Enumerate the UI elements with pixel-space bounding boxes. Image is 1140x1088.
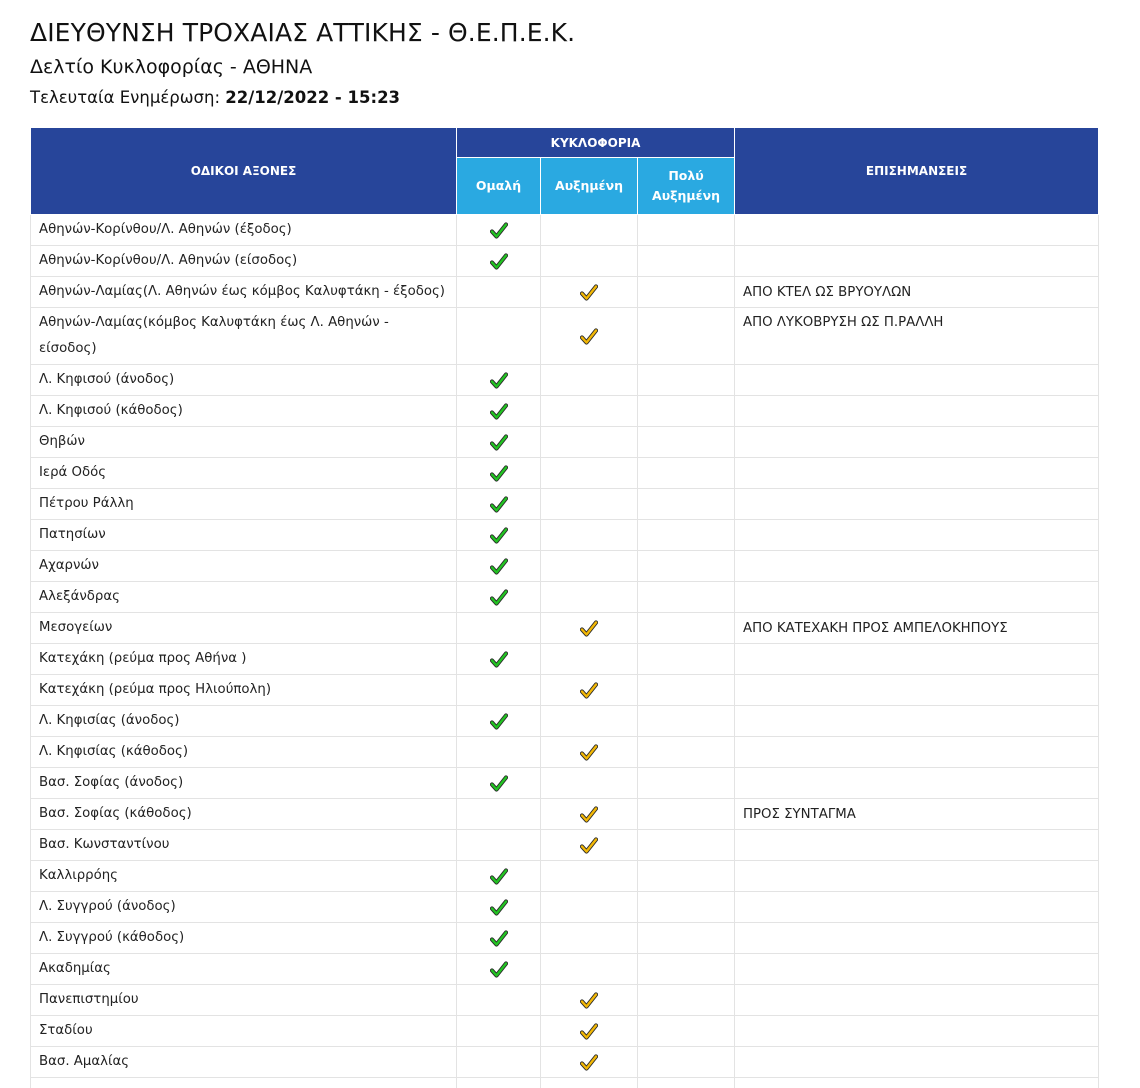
table-row xyxy=(31,706,1099,737)
cell-very-increased xyxy=(638,768,735,799)
col-header-notes: ΕΠΙΣΗΜΑΝΣΕΙΣ xyxy=(735,128,1099,215)
cell-normal xyxy=(457,706,541,737)
road-note xyxy=(735,551,1099,582)
table-row xyxy=(31,892,1099,923)
road-note xyxy=(735,892,1099,923)
road-note: ΑΠΟ ΚΑΤΕΧΑΚΗ ΠΡΟΣ ΑΜΠΕΛΟΚΗΠΟΥΣ xyxy=(735,613,1099,644)
cell-normal xyxy=(457,1047,541,1078)
cell-increased xyxy=(541,613,638,644)
traffic-table xyxy=(30,127,1099,1088)
road-name: Αθηνών-Λαμίας(κόμβος Καλυφτάκη έως Λ. Αθηνών - είσοδος) xyxy=(31,308,457,365)
green-check-icon xyxy=(490,222,508,239)
cell-normal xyxy=(457,365,541,396)
road-note xyxy=(735,246,1099,277)
road-name: Λ. Κηφισού (κάθοδος) xyxy=(31,396,457,427)
cell-normal xyxy=(457,520,541,551)
yellow-check-icon xyxy=(580,1054,598,1071)
cell-increased xyxy=(541,215,638,246)
cell-very-increased xyxy=(638,706,735,737)
road-name: Θηβών xyxy=(31,427,457,458)
road-name: Αθηνών-Κορίνθου/Λ. Αθηνών (είσοδος) xyxy=(31,246,457,277)
table-row xyxy=(31,551,1099,582)
cell-normal xyxy=(457,551,541,582)
cell-normal xyxy=(457,923,541,954)
col-header-very-line1: Πολύ xyxy=(668,168,704,183)
road-note xyxy=(735,985,1099,1016)
cell-increased xyxy=(541,985,638,1016)
yellow-check-icon xyxy=(580,1023,598,1040)
cell-normal xyxy=(457,644,541,675)
cell-very-increased xyxy=(638,799,735,830)
cell-normal xyxy=(457,215,541,246)
last-updated-value: 22/12/2022 - 15:23 xyxy=(225,88,401,107)
cell-increased xyxy=(541,675,638,706)
cell-increased xyxy=(541,582,638,613)
col-header-very-line2: Αυξημένη xyxy=(652,188,720,203)
cell-very-increased xyxy=(638,1047,735,1078)
cell-very-increased xyxy=(638,861,735,892)
road-name: Βασ. Κωνσταντίνου xyxy=(31,830,457,861)
cell-increased xyxy=(541,308,638,365)
green-check-icon xyxy=(490,930,508,947)
cell-increased xyxy=(541,1016,638,1047)
road-note xyxy=(735,582,1099,613)
cell-increased xyxy=(541,861,638,892)
cell-increased xyxy=(541,1047,638,1078)
table-row xyxy=(31,396,1099,427)
road-name: Λ. Συγγρού (άνοδος) xyxy=(31,892,457,923)
cell-very-increased xyxy=(638,582,735,613)
table-row xyxy=(31,215,1099,246)
table-body xyxy=(31,215,1099,1088)
cell-increased xyxy=(541,246,638,277)
road-name: Αθηνών-Κορίνθου/Λ. Αθηνών (έξοδος) xyxy=(31,215,457,246)
cell-normal xyxy=(457,861,541,892)
table-row xyxy=(31,246,1099,277)
cell-very-increased xyxy=(638,737,735,768)
cell-very-increased xyxy=(638,246,735,277)
cell-normal xyxy=(457,830,541,861)
road-note xyxy=(735,427,1099,458)
last-updated xyxy=(30,88,400,107)
road-name: Λ. Συγγρού (κάθοδος) xyxy=(31,923,457,954)
cell-very-increased xyxy=(638,923,735,954)
cell-normal xyxy=(457,954,541,985)
green-check-icon xyxy=(490,527,508,544)
cell-increased xyxy=(541,365,638,396)
road-note xyxy=(735,675,1099,706)
cell-very-increased xyxy=(638,215,735,246)
cell-normal xyxy=(457,489,541,520)
road-note xyxy=(735,954,1099,985)
road-name: Βασ. Σοφίας (κάθοδος) xyxy=(31,799,457,830)
road-note: ΑΠΟ ΛΥΚΟΒΡΥΣΗ ΩΣ Π.ΡΑΛΛΗ xyxy=(735,308,1099,365)
road-note xyxy=(735,520,1099,551)
road-name: Καλλιρρόης xyxy=(31,861,457,892)
cell-normal xyxy=(457,892,541,923)
cell-very-increased xyxy=(638,489,735,520)
yellow-check-icon xyxy=(580,682,598,699)
road-name: Πανεπιστημίου xyxy=(31,985,457,1016)
cell-normal xyxy=(457,985,541,1016)
table-row xyxy=(31,365,1099,396)
road-name: Βασ. Αμαλίας xyxy=(31,1047,457,1078)
table-row xyxy=(31,768,1099,799)
road-name: Αχαρνών xyxy=(31,551,457,582)
cell-normal xyxy=(457,308,541,365)
cell-increased xyxy=(541,644,638,675)
road-name: Βασ. Σοφίας (άνοδος) xyxy=(31,768,457,799)
cell-increased xyxy=(541,737,638,768)
green-check-icon xyxy=(490,961,508,978)
cell-very-increased xyxy=(638,551,735,582)
yellow-check-icon xyxy=(580,284,598,301)
cell-increased xyxy=(541,520,638,551)
cell-normal xyxy=(457,613,541,644)
cell-increased xyxy=(541,923,638,954)
cell-normal xyxy=(457,768,541,799)
cell-very-increased xyxy=(638,396,735,427)
cell-increased xyxy=(541,458,638,489)
table-row xyxy=(31,427,1099,458)
road-name: Κατεχάκη (ρεύμα προς Ηλιούπολη) xyxy=(31,675,457,706)
table-row xyxy=(31,644,1099,675)
table-row xyxy=(31,458,1099,489)
cell-increased xyxy=(541,830,638,861)
cell-normal xyxy=(457,277,541,308)
road-name: Αθηνών-Λαμίας(Λ. Αθηνών έως κόμβος Καλυφτάκη - έξοδος) xyxy=(31,277,457,308)
cell-very-increased xyxy=(638,644,735,675)
table-row xyxy=(31,985,1099,1016)
cell-very-increased xyxy=(638,308,735,365)
table-row xyxy=(31,1047,1099,1078)
cell-normal xyxy=(457,458,541,489)
cell-increased xyxy=(541,768,638,799)
cell-increased xyxy=(541,799,638,830)
table-row xyxy=(31,799,1099,830)
road-note xyxy=(735,215,1099,246)
cell-very-increased xyxy=(638,892,735,923)
yellow-check-icon xyxy=(580,328,598,345)
cell-normal xyxy=(457,246,541,277)
table-row xyxy=(31,830,1099,861)
page-subtitle: Δελτίο Κυκλοφορίας - ΑΘΗΝΑ xyxy=(30,56,313,78)
col-header-very-increased xyxy=(638,158,735,215)
road-name: Κατεχάκη (ρεύμα προς Αθήνα ) xyxy=(31,644,457,675)
cell-normal xyxy=(457,427,541,458)
green-check-icon xyxy=(490,465,508,482)
road-note xyxy=(735,768,1099,799)
col-header-traffic: ΚΥΚΛΟΦΟΡΙΑ xyxy=(457,128,735,158)
cell-very-increased xyxy=(638,458,735,489)
road-note xyxy=(735,396,1099,427)
cell-very-increased xyxy=(638,277,735,308)
road-note xyxy=(735,489,1099,520)
table-row xyxy=(31,277,1099,308)
cell-increased xyxy=(541,892,638,923)
col-header-roads: ΟΔΙΚΟΙ ΑΞΟΝΕΣ xyxy=(31,128,457,215)
road-note xyxy=(735,861,1099,892)
table-row xyxy=(31,489,1099,520)
road-name: Ιερά Οδός xyxy=(31,458,457,489)
cell-very-increased xyxy=(638,985,735,1016)
cell-normal xyxy=(457,675,541,706)
road-note xyxy=(735,1016,1099,1047)
table-row xyxy=(31,861,1099,892)
cell-normal xyxy=(457,799,541,830)
yellow-check-icon xyxy=(580,837,598,854)
cell-normal xyxy=(457,737,541,768)
cell-increased xyxy=(541,396,638,427)
road-name: Σταδίου xyxy=(31,1016,457,1047)
table-row xyxy=(31,675,1099,706)
cell-normal xyxy=(457,1016,541,1047)
green-check-icon xyxy=(490,899,508,916)
green-check-icon xyxy=(490,558,508,575)
road-name: Λ. Κηφισού (άνοδος) xyxy=(31,365,457,396)
road-note xyxy=(735,1047,1099,1078)
cell-very-increased xyxy=(638,520,735,551)
cell-very-increased xyxy=(638,830,735,861)
cell-increased xyxy=(541,277,638,308)
road-note: ΠΡΟΣ ΣΥΝΤΑΓΜΑ xyxy=(735,799,1099,830)
road-note: ΑΠΟ ΚΤΕΛ ΩΣ ΒΡΥΟΥΛΩΝ xyxy=(735,277,1099,308)
cell-normal xyxy=(457,582,541,613)
cell-increased xyxy=(541,427,638,458)
table-row-partial xyxy=(31,1078,1099,1088)
road-note xyxy=(735,923,1099,954)
table-row xyxy=(31,954,1099,985)
cell-increased xyxy=(541,954,638,985)
table-row xyxy=(31,923,1099,954)
cell-very-increased xyxy=(638,427,735,458)
table-row xyxy=(31,520,1099,551)
yellow-check-icon xyxy=(580,992,598,1009)
yellow-check-icon xyxy=(580,806,598,823)
last-updated-label: Τελευταία Ενημέρωση: xyxy=(30,88,221,107)
cell-very-increased xyxy=(638,1016,735,1047)
cell-very-increased xyxy=(638,613,735,644)
table-row xyxy=(31,613,1099,644)
green-check-icon xyxy=(490,253,508,270)
green-check-icon xyxy=(490,434,508,451)
green-check-icon xyxy=(490,403,508,420)
green-check-icon xyxy=(490,496,508,513)
road-note xyxy=(735,365,1099,396)
road-note xyxy=(735,644,1099,675)
cell-increased xyxy=(541,489,638,520)
road-name: Λ. Κηφισίας (κάθοδος) xyxy=(31,737,457,768)
road-note xyxy=(735,830,1099,861)
road-name: Μεσογείων xyxy=(31,613,457,644)
green-check-icon xyxy=(490,372,508,389)
table-row xyxy=(31,1016,1099,1047)
cell-normal xyxy=(457,396,541,427)
cell-increased xyxy=(541,706,638,737)
road-name: Πέτρου Ράλλη xyxy=(31,489,457,520)
green-check-icon xyxy=(490,868,508,885)
road-note xyxy=(735,737,1099,768)
col-header-normal: Ομαλή xyxy=(457,158,541,215)
table-row xyxy=(31,582,1099,613)
col-header-increased: Αυξημένη xyxy=(541,158,638,215)
road-name: Ακαδημίας xyxy=(31,954,457,985)
green-check-icon xyxy=(490,651,508,668)
green-check-icon xyxy=(490,589,508,606)
green-check-icon xyxy=(490,775,508,792)
road-name: Αλεξάνδρας xyxy=(31,582,457,613)
table-row xyxy=(31,737,1099,768)
cell-increased xyxy=(541,551,638,582)
table-row xyxy=(31,308,1099,365)
yellow-check-icon xyxy=(580,620,598,637)
road-note xyxy=(735,706,1099,737)
green-check-icon xyxy=(490,713,508,730)
yellow-check-icon xyxy=(580,744,598,761)
cell-very-increased xyxy=(638,365,735,396)
road-name: Λ. Κηφισίας (άνοδος) xyxy=(31,706,457,737)
road-name: Πατησίων xyxy=(31,520,457,551)
cell-very-increased xyxy=(638,675,735,706)
road-note xyxy=(735,458,1099,489)
cell-very-increased xyxy=(638,954,735,985)
page-title: ΔΙΕΥΘΥΝΣΗ ΤΡΟΧΑΙΑΣ ΑΤΤΙΚΗΣ - Θ.Ε.Π.Ε.Κ. xyxy=(30,18,576,47)
